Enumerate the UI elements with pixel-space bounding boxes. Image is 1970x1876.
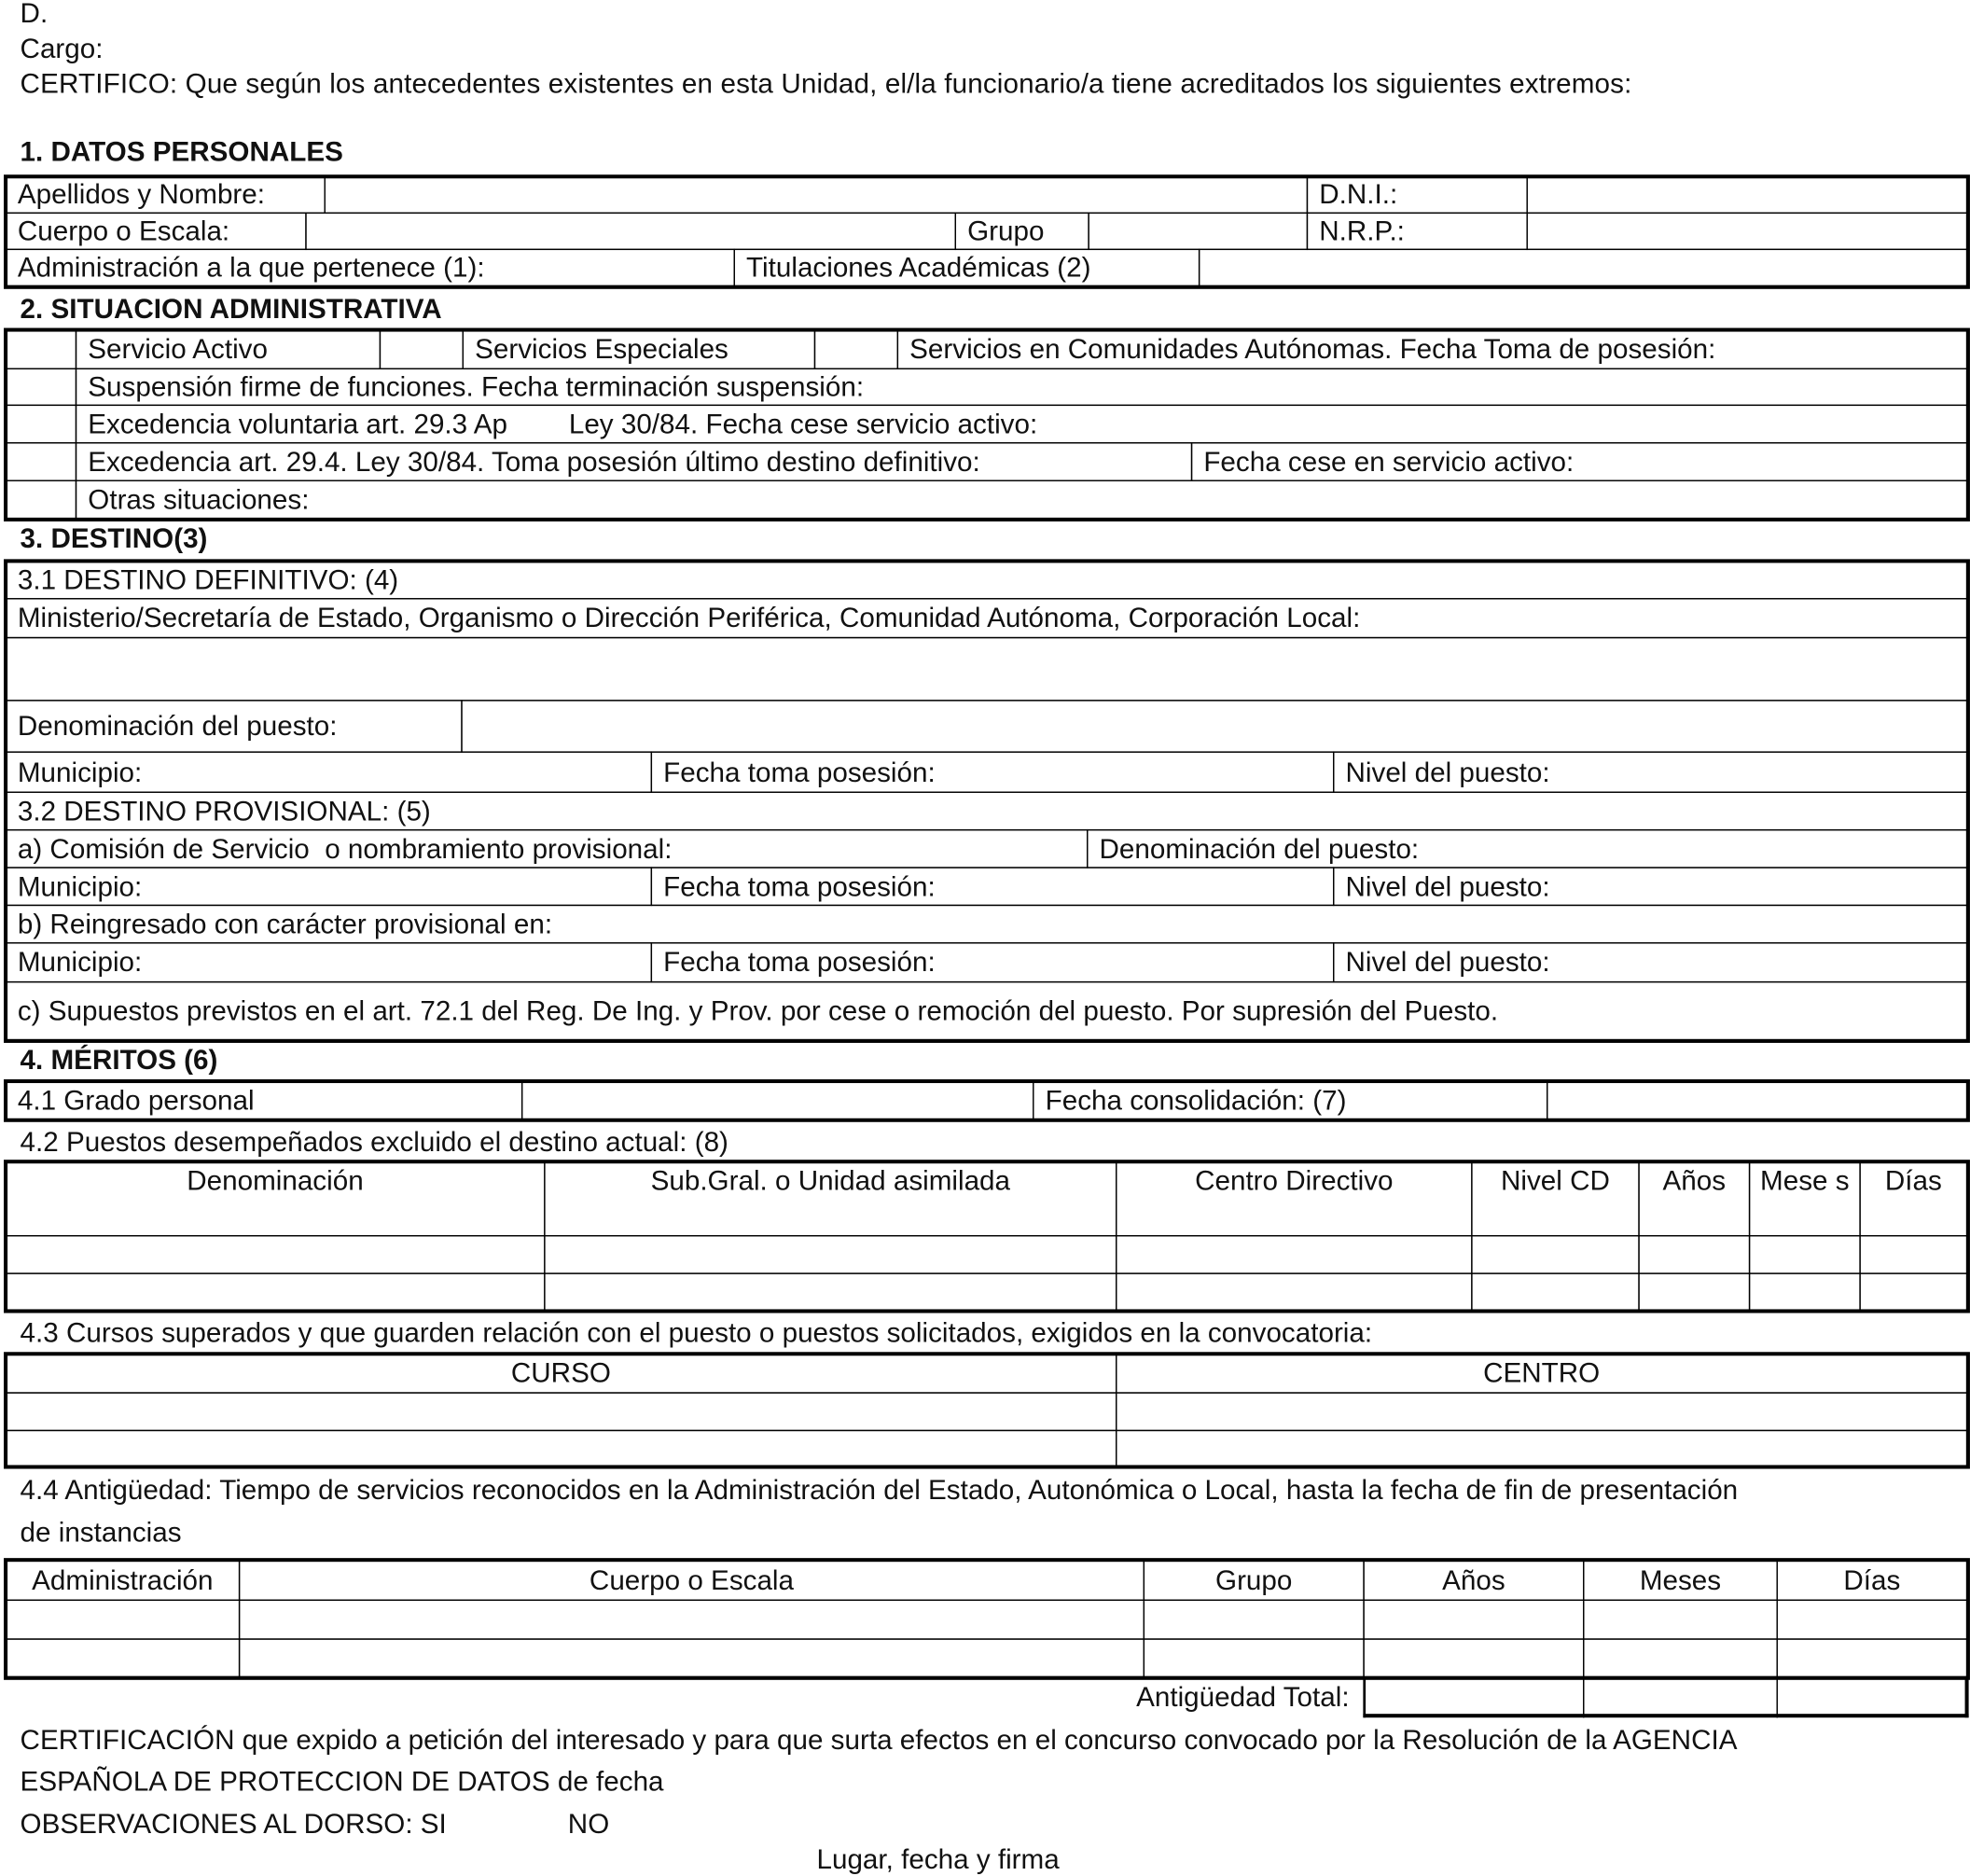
section-2-title: 2. SITUACION ADMINISTRATIVA (20, 292, 442, 325)
puestos-cell[interactable] (1749, 1235, 1861, 1274)
destino-definitivo-label: 3.1 DESTINO DEFINITIVO: (4) (5, 561, 1967, 600)
antiguedad-cell[interactable] (1777, 1600, 1968, 1640)
puestos-header-nivel: Nivel CD (1471, 1161, 1639, 1237)
nrp-label: N.R.P.: (1307, 213, 1528, 250)
dni-label: D.N.I.: (1307, 176, 1528, 214)
fecha-cese-label: Fecha cese en servicio activo: (1191, 442, 1967, 481)
grado-label: 4.1 Grado personal (5, 1080, 522, 1120)
cursos-cell[interactable] (5, 1392, 1117, 1431)
nivel-2-label: Nivel del puesto: (1333, 867, 1967, 906)
otras-checkbox[interactable] (5, 480, 76, 520)
supuestos-label: c) Supuestos previstos en el art. 72.1 del Reg. De Ing. y Prov. por cese o remoción del puesto. Por supresión del Puesto. (5, 981, 1967, 1040)
section-3-title: 3. DESTINO(3) (20, 522, 208, 554)
puestos-cell[interactable] (1116, 1272, 1473, 1310)
denominacion-label: Denominación del puesto: (5, 700, 462, 753)
fecha-toma-1-label: Fecha toma posesión: (651, 751, 1335, 792)
puestos-cell[interactable] (5, 1272, 545, 1310)
denominacion-provisional-label: Denominación del puesto: (1087, 829, 1967, 869)
servicio-activo-label: Servicio Activo (76, 329, 381, 369)
administracion-label: Administración a la que pertenece (1): (5, 249, 735, 286)
puestos-cell[interactable] (544, 1235, 1117, 1274)
suspension-label: Suspensión firme de funciones. Fecha terminación suspensión: (76, 368, 1967, 406)
antiguedad-cell[interactable] (1144, 1638, 1365, 1677)
antiguedad-cell[interactable] (5, 1638, 240, 1677)
cursos-header-curso: CURSO (5, 1354, 1117, 1394)
ministerio-label: Ministerio/Secretaría de Estado, Organismo o Dirección Periférica, Comunidad Autónoma, Corporación Local: (5, 598, 1967, 638)
comunidades-label: Servicios en Comunidades Autónomas. Fecha Toma de posesión: (897, 329, 1968, 369)
antiguedad-cell[interactable] (1777, 1638, 1968, 1677)
certifico-text: CERTIFICO: Que según los antecedentes existentes en esta Unidad, el/la funcionario/a tiene acreditados los siguientes extremos: (20, 67, 1632, 100)
cursos-header-centro: CENTRO (1116, 1354, 1967, 1394)
nivel-1-label: Nivel del puesto: (1333, 751, 1967, 792)
servicios-especiales-checkbox[interactable] (380, 329, 464, 369)
grupo-label: Grupo (955, 213, 1089, 250)
puestos-header-meses: Mese s (1749, 1161, 1861, 1237)
puestos-header-dias: Días (1859, 1161, 1967, 1237)
section-1-title: 1. DATOS PERSONALES (20, 135, 343, 168)
suspension-checkbox[interactable] (5, 368, 76, 406)
puestos-label: 4.2 Puestos desempeñados excluido el destino actual: (8) (20, 1125, 728, 1158)
puestos-cell[interactable] (544, 1272, 1117, 1310)
puestos-cell[interactable] (1471, 1235, 1639, 1274)
puestos-cell[interactable] (1116, 1235, 1473, 1274)
cargo-label: Cargo: (20, 33, 104, 64)
cursos-cell[interactable] (1116, 1392, 1967, 1431)
comunidades-checkbox[interactable] (814, 329, 898, 369)
fecha-toma-3-label: Fecha toma posesión: (651, 942, 1335, 982)
antiguedad-header-administracion: Administración (5, 1560, 240, 1601)
puestos-cell[interactable] (1859, 1235, 1967, 1274)
antiguedad-total-anos[interactable] (1363, 1677, 1584, 1717)
cuerpo-field[interactable] (305, 213, 956, 250)
comision-label: a) Comisión de Servicio o nombramiento provisional: (5, 829, 1088, 869)
lugar-fecha-firma: Lugar, fecha y firma (816, 1842, 1060, 1875)
grupo-field[interactable] (1088, 213, 1308, 250)
nivel-3-label: Nivel del puesto: (1333, 942, 1967, 982)
excedencia-294-label: Excedencia art. 29.4. Ley 30/84. Toma posesión último destino definitivo: (76, 442, 1192, 481)
antiguedad-header-meses: Meses (1583, 1560, 1778, 1601)
observaciones-no-label: NO (567, 1808, 610, 1840)
servicios-especiales-label: Servicios Especiales (463, 329, 815, 369)
antiguedad-total-label: Antigüedad Total: (1136, 1681, 1350, 1713)
apellidos-label: Apellidos y Nombre: (5, 176, 325, 214)
certificacion-text-2: ESPAÑOLA DE PROTECCION DE DATOS de fecha (20, 1765, 664, 1798)
puestos-cell[interactable] (1638, 1272, 1750, 1310)
puestos-cell[interactable] (5, 1235, 545, 1274)
excedencia-voluntaria-label: Excedencia voluntaria art. 29.3 Ap Ley 30/84. Fecha cese servicio activo: (76, 405, 1967, 444)
nrp-field[interactable] (1526, 213, 1967, 250)
antiguedad-header-anos: Años (1363, 1560, 1584, 1601)
fecha-toma-2-label: Fecha toma posesión: (651, 867, 1335, 906)
antiguedad-cell[interactable] (239, 1600, 1145, 1640)
grado-field[interactable] (521, 1080, 1034, 1120)
dni-field[interactable] (1526, 176, 1967, 214)
ministerio-field[interactable] (5, 637, 1967, 702)
antiguedad-text-2: de instancias (20, 1516, 182, 1549)
cursos-cell[interactable] (1116, 1430, 1967, 1466)
municipio-2-label: Municipio: (5, 867, 652, 906)
antiguedad-header-dias: Días (1777, 1560, 1968, 1601)
antiguedad-cell[interactable] (239, 1638, 1145, 1677)
cuerpo-label: Cuerpo o Escala: (5, 213, 306, 250)
municipio-3-label: Municipio: (5, 942, 652, 982)
antiguedad-cell[interactable] (1583, 1600, 1778, 1640)
d-label: D. (20, 0, 49, 29)
fecha-consolidacion-label: Fecha consolidación: (7) (1033, 1080, 1547, 1120)
puestos-header-subgral: Sub.Gral. o Unidad asimilada (544, 1161, 1117, 1237)
antiguedad-header-grupo: Grupo (1144, 1560, 1365, 1601)
antiguedad-cell[interactable] (5, 1600, 240, 1640)
reingresado-label: b) Reingresado con carácter provisional en: (5, 905, 1967, 944)
antiguedad-cell[interactable] (1583, 1638, 1778, 1677)
antiguedad-text-1: 4.4 Antigüedad: Tiempo de servicios reconocidos en la Administración del Estado, Autonómica o Local, hasta la fecha de fin de presentación (20, 1473, 1739, 1506)
puestos-cell[interactable] (1749, 1272, 1861, 1310)
fecha-consolidacion-field[interactable] (1547, 1080, 1967, 1120)
puestos-cell[interactable] (1859, 1272, 1967, 1310)
apellidos-field[interactable] (325, 176, 1309, 214)
municipio-1-label: Municipio: (5, 751, 652, 792)
antiguedad-cell[interactable] (1363, 1638, 1584, 1677)
titulaciones-field[interactable] (1199, 249, 1967, 286)
section-4-title: 4. MÉRITOS (6) (20, 1044, 218, 1076)
excedencia-294-checkbox[interactable] (5, 442, 76, 481)
excedencia-voluntaria-checkbox[interactable] (5, 405, 76, 444)
otras-label: Otras situaciones: (76, 480, 1967, 520)
antiguedad-total-dias[interactable] (1777, 1677, 1969, 1717)
antiguedad-total-meses[interactable] (1583, 1677, 1778, 1717)
cursos-cell[interactable] (5, 1430, 1117, 1466)
certificacion-text-1: CERTIFICACIÓN que expido a petición del interesado y para que surta efectos en el concurso convocado por la Resolución de la AGENCIA (20, 1723, 1738, 1756)
servicio-activo-checkbox[interactable] (5, 329, 76, 369)
puestos-cell[interactable] (1471, 1272, 1639, 1310)
puestos-header-anos: Años (1638, 1161, 1750, 1237)
antiguedad-header-cuerpo: Cuerpo o Escala (239, 1560, 1145, 1601)
puestos-header-denominacion: Denominación (5, 1161, 545, 1237)
destino-provisional-label: 3.2 DESTINO PROVISIONAL: (5) (5, 792, 1967, 831)
antiguedad-cell[interactable] (1144, 1600, 1365, 1640)
cursos-label: 4.3 Cursos superados y que guarden relación con el puesto o puestos solicitados, exigidos en la convocatoria: (20, 1316, 1373, 1349)
observaciones-si-label: OBSERVACIONES AL DORSO: SI (20, 1808, 447, 1840)
puestos-header-centro: Centro Directivo (1116, 1161, 1473, 1237)
denominacion-field[interactable] (461, 700, 1967, 753)
puestos-cell[interactable] (1638, 1235, 1750, 1274)
titulaciones-label: Titulaciones Académicas (2) (734, 249, 1200, 286)
antiguedad-cell[interactable] (1363, 1600, 1584, 1640)
